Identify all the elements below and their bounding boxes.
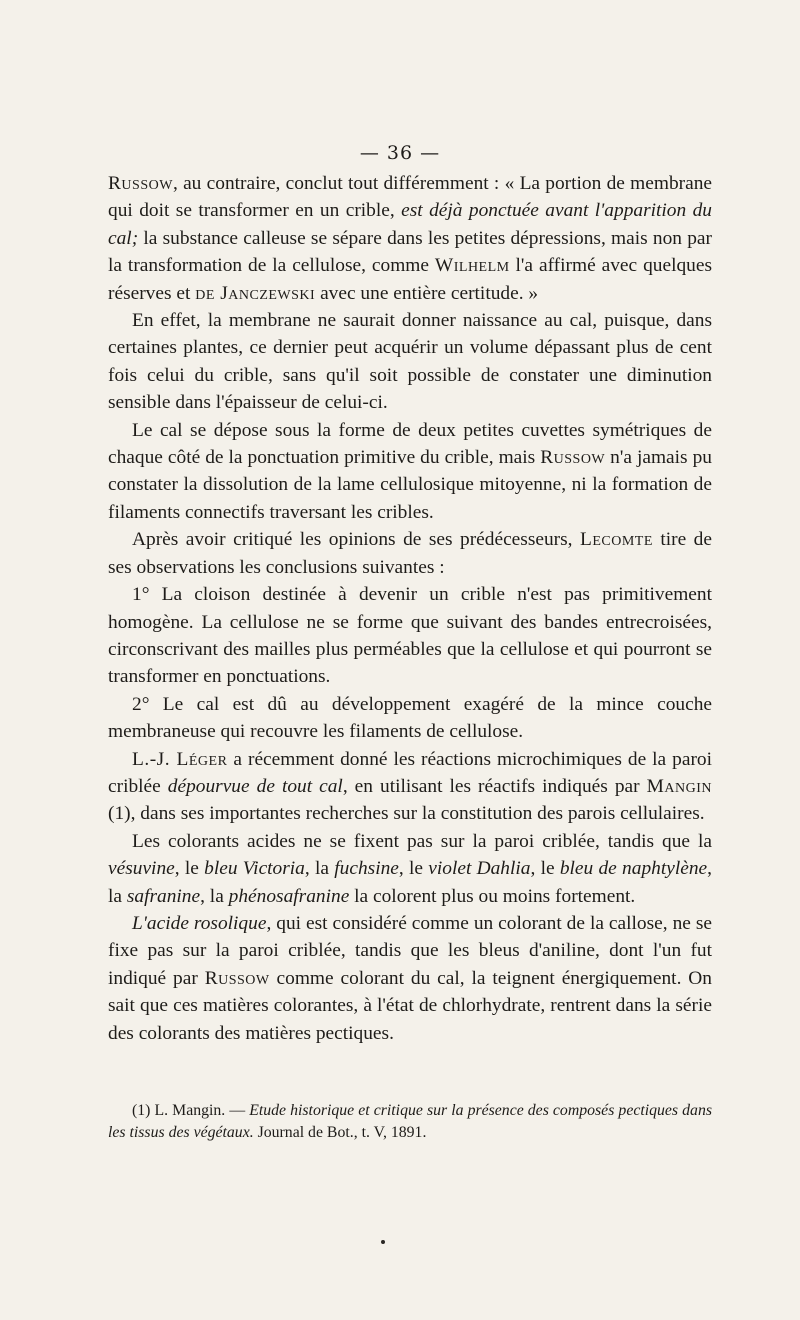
text-run: la colorent plus ou moins fortement. (349, 885, 636, 907)
dye-name: bleu de naphtylène (559, 858, 708, 880)
text-run: (1), dans ses importantes recherches sur la constitution des parois cellulaires. (108, 803, 705, 825)
text-run: n'a jamais pu constater la dissolution de la lame cellulosique mitoyenne, ni la formation de filaments connectifs traversant les cribles. (108, 447, 712, 523)
text-run: , la (200, 885, 229, 907)
italic-text: Etude historique et critique sur la présence des composés pectiques dans les tissus des végétaux. (108, 1102, 712, 1141)
text-run: Journal de Bot., t. V, 1891. (253, 1124, 427, 1141)
dye-name: bleu Victoria (204, 858, 305, 880)
text-run: Le cal se dépose sous la forme de deux petites cuvettes symétriques de chaque côté de la ponctuation primitive du crible, mais (108, 419, 712, 469)
paragraph-colorants (108, 828, 712, 910)
body-text (108, 170, 712, 1047)
ink-speck (381, 1240, 385, 1244)
text-run: la substance calleuse se sépare dans les petites dépressions, mais non par la transformation de la cellulose, comme (108, 227, 712, 277)
footnote (108, 1100, 712, 1144)
italic-text: dépourvue de tout cal (167, 775, 343, 797)
text-run: , le (530, 858, 560, 880)
conclusion-2: 2° Le cal est dû au développement exagéré de la mince couche membraneuse qui recouvre les filaments de cellulose. (108, 693, 712, 743)
dye-name: safranine (126, 885, 201, 907)
italic-text: L'acide rosolique (132, 912, 267, 934)
author-name: Russow (108, 173, 173, 194)
text-run: , la (304, 858, 335, 880)
author-name: Russow (540, 447, 606, 469)
paragraph-lecomte (108, 526, 712, 581)
text-run: a récemment donné les réactions microchimiques de la paroi criblée (108, 748, 712, 797)
paragraph-cal-depose (108, 417, 712, 527)
dye-name: violet Dahlia (428, 858, 531, 880)
text-run: , en utilisant les réactifs indiqués par (342, 775, 647, 797)
text-run: (1) L. Mangin. — (132, 1102, 250, 1119)
paragraph-acide-rosolique (108, 910, 712, 1047)
paragraph-russow (108, 170, 712, 307)
text-run: comme colorant du cal, la teignent énergiquement. On sait que ces matières colorantes, à l'état de chlorhydrate, rentrent dans la série des colorants des matières pectiques. (108, 967, 712, 1044)
paragraph-leger (108, 746, 712, 828)
text-run: Les colorants acides ne se fixent pas sur la paroi criblée, tandis que la (132, 830, 712, 852)
italic-text: est déjà ponctuée avant l'apparition du cal; (108, 200, 712, 249)
text-run: , au contraire, conclut tout différemment : « La portion de membrane qui doit se transformer en un crible, (108, 173, 712, 222)
paragraph-en-effet: En effet, la membrane ne saurait donner naissance au cal, puisque, dans certaines plantes, ce dernier peut acquérir un volume dépassant plus de cent fois celui du crible, sans qu'il soit possible de constater une diminution sensible dans l'épaisseur de celui-ci. (108, 310, 712, 414)
page-number: — 36 — (359, 142, 441, 164)
author-name: Mangin (646, 775, 712, 797)
text-run: , la (108, 858, 712, 907)
author-name: Wilhelm (434, 255, 510, 277)
text-run: , le (174, 858, 205, 880)
footnote-1 (108, 1100, 712, 1144)
text-run: , le (398, 858, 429, 880)
author-name: L.-J. Léger (132, 748, 228, 770)
text-run: l'a affirmé avec quelques réserves et (108, 255, 712, 304)
text-run: tire de ses observations les conclusions suivantes : (108, 529, 712, 578)
text-run: Après avoir critiqué les opinions de ses prédécesseurs, (132, 529, 580, 551)
author-name: de Janczewski (195, 282, 316, 304)
dye-name: fuchsine (334, 858, 399, 880)
text-run: , qui est considéré comme un colorant de la callose, ne se fixe pas sur la paroi criblée, tandis que les bleus d'aniline, dont l'un fut indiqué par (108, 912, 712, 989)
conclusion-1: 1° La cloison destinée à devenir un crible n'est pas primitivement homogène. La cellulose ne se forme que suivant des bandes entrecroisées, circonscrivant des mailles plus perméables que la cellulose et qui pourront se transformer en ponctuations. (108, 584, 712, 688)
author-name: Lecomte (580, 529, 653, 551)
text-run: avec une entière certitude. » (315, 282, 539, 304)
dye-name: vésuvine (108, 858, 175, 880)
author-name: Russow (204, 967, 270, 989)
dye-name: phénosafranine (228, 885, 350, 907)
